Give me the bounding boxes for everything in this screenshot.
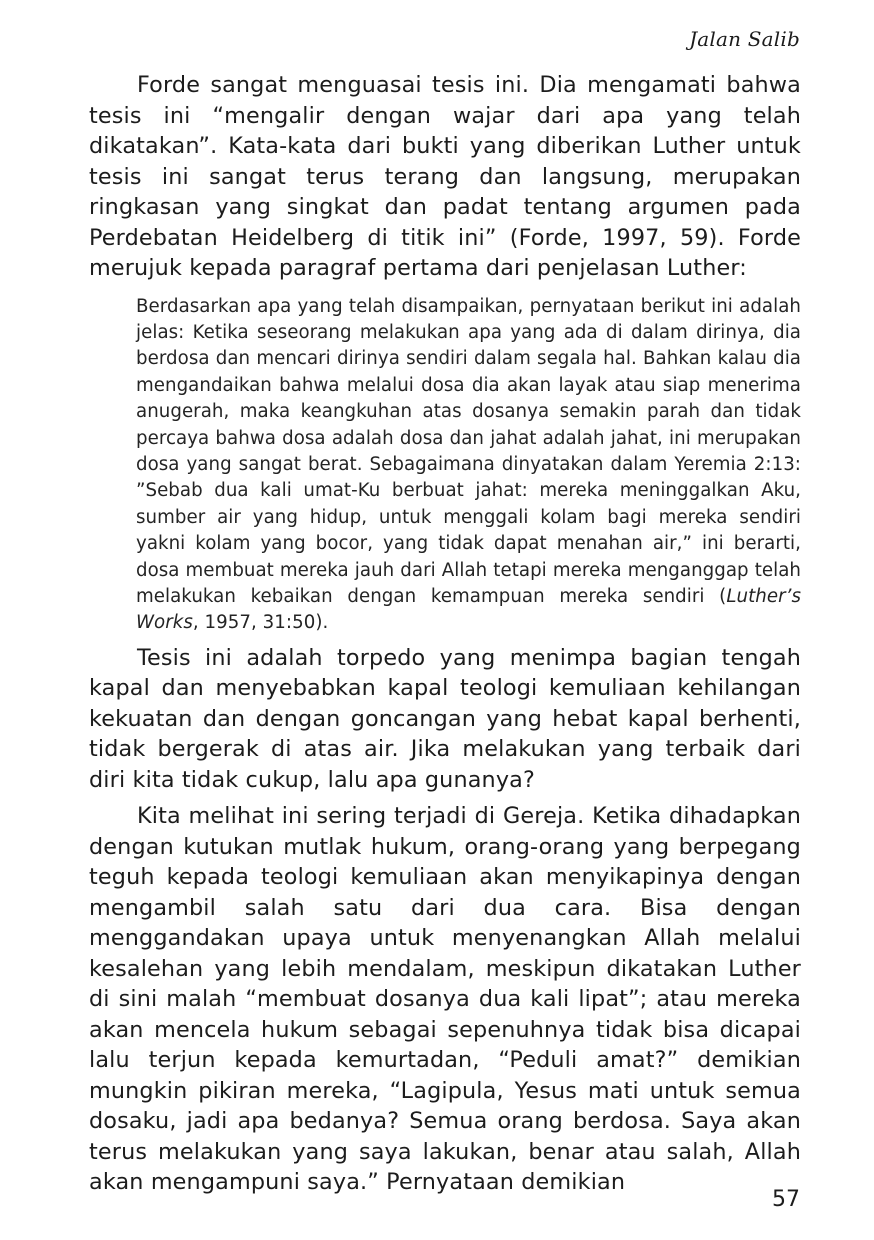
quote-citation-rest: , 1957, 31:50).: [192, 612, 329, 634]
quote-text: Berdasarkan apa yang telah disampaikan, pernyataan berikut ini adalah jelas: Ketika seseorang melakukan apa yang ada di dalam dirinya, dia berdosa dan mencari dirinya sendiri dalam segala hal. Bahkan kalau dia mengandaikan bahwa melalui dosa dia akan layak atau siap menerima anugerah, maka keangkuhan atas dosanya semakin parah dan tidak percaya bahwa dosa adalah dosa dan jahat adalah jahat, ini merupakan dosa yang sangat berat. Sebagaimana dinyatakan dalam Yeremia 2:13: ”Sebab dua kali umat-Ku berbuat jahat: mereka meninggalkan Aku, sumber air yang hidup, untuk menggali kolam bagi mereka sendiri yakni kolam yang bocor, yang tidak dapat menahan air,” ini berarti, dosa membuat mereka jauh dari Allah tetapi mereka menganggap telah melakukan kebaikan dengan kemampuan mereka sendiri (: [136, 295, 801, 607]
quote-citation-title: Luther’s Works: [136, 585, 801, 634]
paragraph-church: Kita melihat ini sering terjadi di Gereja. Ketika dihadapkan dengan kutukan mutlak hukum, orang-orang yang berpegang teguh kepada teologi kemuliaan akan menyikapinya dengan mengambil salah satu dari dua cara. Bisa dengan menggandakan upaya untuk menyenangkan Allah melalui kesalehan yang lebih mendalam, meskipun dikatakan Luther di sini malah “membuat dosanya dua kali lipat”; atau mereka akan mencela hukum sebagai sepenuhnya tidak bisa dicapai lalu terjun kepada kemurtadan, “Peduli amat?” demikian mungkin pikiran mereka, “Lagipula, Yesus mati untuk semua dosaku, jadi apa bedanya? Semua orang berdosa. Saya akan terus melakukan yang saya lakukan, benar atau salah, Allah akan mengampuni saya.” Pernyataan demikian: [89, 803, 801, 1196]
page-number: 57: [772, 1187, 800, 1212]
paragraph-forde-intro: Forde sangat menguasai tesis ini. Dia mengamati bahwa tesis ini “mengalir dengan wajar dari apa yang telah dikatakan”. Kata-kata dari bukti yang diberikan Luther untuk tesis ini sangat terus terang dan langsung, merupakan ringkasan yang singkat dan padat tentang argumen pada Perdebatan Heidelberg di titik ini” (Forde, 1997, 59). Forde merujuk kepada paragraf pertama dari penjelasan Luther:: [89, 72, 801, 281]
page-body: [89, 70, 801, 1198]
running-head-title: Jalan Salib: [689, 27, 800, 51]
paragraph-torpedo: Tesis ini adalah torpedo yang menimpa bagian tengah kapal dan menyebabkan kapal teologi kemuliaan kehilangan kekuatan dan dengan goncangan yang hebat kapal berhenti, tidak bergerak di atas air. Jika melakukan yang terbaik dari diri kita tidak cukup, lalu apa gunanya?: [89, 644, 801, 793]
block-quote-luther: [136, 294, 801, 637]
